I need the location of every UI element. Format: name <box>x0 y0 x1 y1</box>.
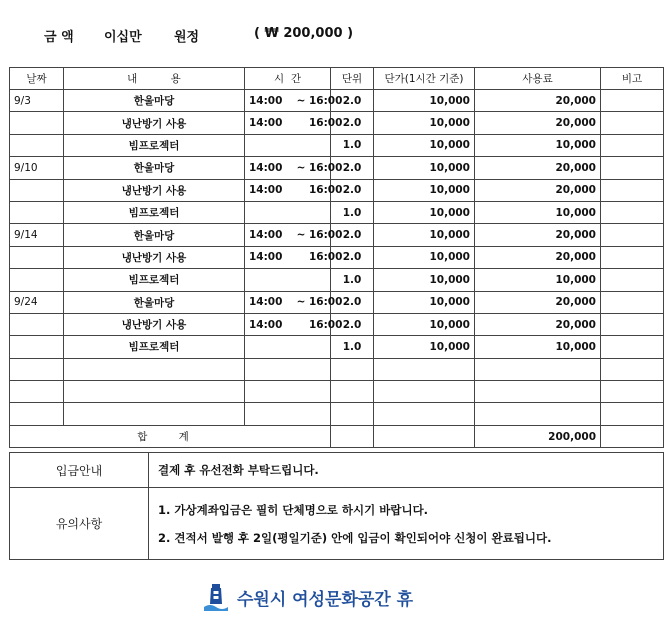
row-price: 10,000 <box>374 291 475 313</box>
row-price: 10,000 <box>374 224 475 246</box>
amount-figure: ( ₩ 200,000 ) <box>254 26 354 41</box>
caution-item: 2. 견적서 발행 후 2일(평일기준) 안에 입금이 확인되어야 신청이 완료됩니다. <box>158 530 552 545</box>
row-note <box>601 269 664 291</box>
table-row <box>10 269 664 291</box>
row-time <box>245 201 331 223</box>
row-time-end: 16:00 <box>309 161 343 174</box>
amount-label: 금 액 <box>44 30 74 45</box>
row-time-sep: ~ <box>296 296 306 309</box>
row-note <box>601 90 664 112</box>
row-fee: 20,000 <box>475 112 601 134</box>
row-date <box>10 403 64 425</box>
row-item: 한울마당 <box>64 224 245 246</box>
table-row <box>10 201 664 223</box>
row-price <box>374 358 475 380</box>
row-unit: 2.0 <box>331 291 374 313</box>
total-empty-note <box>601 425 664 447</box>
row-unit: 1.0 <box>331 134 374 156</box>
row-date <box>10 381 64 403</box>
row-time-sep: ~ <box>296 161 306 174</box>
row-item: 냉난방기 사용 <box>64 313 245 335</box>
row-note <box>601 381 664 403</box>
header-unit: 단위 <box>331 68 374 90</box>
row-price <box>374 381 475 403</box>
row-date <box>10 179 64 201</box>
row-fee: 20,000 <box>475 246 601 268</box>
row-item: 냉난방기 사용 <box>64 246 245 268</box>
org-name: 수원시 여성문화공간 휴 <box>237 589 414 610</box>
row-fee <box>475 358 601 380</box>
row-time-start: 14:00 <box>249 117 283 130</box>
row-unit <box>331 381 374 403</box>
row-item: 빔프로젝터 <box>64 201 245 223</box>
row-item: 한울마당 <box>64 157 245 179</box>
row-fee: 20,000 <box>475 313 601 335</box>
row-time <box>245 313 343 335</box>
row-fee: 20,000 <box>475 90 601 112</box>
row-fee: 10,000 <box>475 269 601 291</box>
row-time-start: 14:00 <box>249 184 283 197</box>
table-row <box>10 179 664 201</box>
row-item: 빔프로젝터 <box>64 134 245 156</box>
table-row <box>10 112 664 134</box>
row-item: 냉난방기 사용 <box>64 179 245 201</box>
row-item: 빔프로젝터 <box>64 336 245 358</box>
header-date: 날짜 <box>10 68 64 90</box>
row-fee: 20,000 <box>475 291 601 313</box>
row-time <box>245 134 331 156</box>
row-date: 9/14 <box>10 224 64 246</box>
total-empty-unit <box>331 425 374 447</box>
row-time <box>245 90 343 112</box>
row-time-end: 16:00 <box>309 94 343 107</box>
row-fee: 20,000 <box>475 179 601 201</box>
row-fee: 10,000 <box>475 336 601 358</box>
row-time <box>245 269 331 291</box>
table-header-row <box>10 68 664 90</box>
row-fee: 10,000 <box>475 201 601 223</box>
row-date: 9/10 <box>10 157 64 179</box>
row-fee: 10,000 <box>475 134 601 156</box>
row-time-end: 16:00 <box>309 251 343 264</box>
row-date: 9/3 <box>10 90 64 112</box>
row-unit: 2.0 <box>331 112 374 134</box>
row-time <box>245 291 343 313</box>
lighthouse-logo-icon <box>203 582 229 612</box>
total-row <box>10 425 664 447</box>
row-unit: 2.0 <box>331 313 374 335</box>
row-note <box>601 313 664 335</box>
row-note <box>601 134 664 156</box>
row-item: 한울마당 <box>64 291 245 313</box>
row-time-sep: ~ <box>296 94 306 107</box>
row-time-start: 14:00 <box>249 296 283 309</box>
row-time <box>245 157 343 179</box>
row-unit: 2.0 <box>331 157 374 179</box>
row-date <box>10 313 64 335</box>
row-date <box>10 358 64 380</box>
row-note <box>601 358 664 380</box>
row-time-end: 16:00 <box>309 318 343 331</box>
total-label: 합 계 <box>10 425 331 447</box>
caution-body <box>149 488 664 560</box>
header-time: 시 간 <box>245 68 331 90</box>
total-empty-price <box>374 425 475 447</box>
table-row <box>10 90 664 112</box>
row-item: 한울마당 <box>64 90 245 112</box>
row-time-start: 14:00 <box>249 318 283 331</box>
row-price <box>374 403 475 425</box>
table-row <box>10 246 664 268</box>
payment-row <box>10 453 664 488</box>
row-price: 10,000 <box>374 246 475 268</box>
row-note <box>601 112 664 134</box>
row-time <box>245 381 331 403</box>
row-time-end: 16:00 <box>309 296 343 309</box>
row-note <box>601 291 664 313</box>
table-row <box>10 157 664 179</box>
row-time <box>245 336 331 358</box>
row-date <box>10 336 64 358</box>
row-unit: 1.0 <box>331 201 374 223</box>
row-fee: 20,000 <box>475 157 601 179</box>
payment-label: 입금안내 <box>10 453 149 488</box>
row-note <box>601 201 664 223</box>
row-date <box>10 112 64 134</box>
row-fee <box>475 403 601 425</box>
row-note <box>601 403 664 425</box>
row-time <box>245 179 343 201</box>
total-value: 200,000 <box>475 425 601 447</box>
row-date <box>10 269 64 291</box>
row-time-start: 14:00 <box>249 94 283 107</box>
row-item: 빔프로젝터 <box>64 269 245 291</box>
caution-row <box>10 488 664 560</box>
row-date: 9/24 <box>10 291 64 313</box>
row-price: 10,000 <box>374 112 475 134</box>
table-row <box>10 291 664 313</box>
row-date <box>10 246 64 268</box>
row-time <box>245 224 343 246</box>
row-item <box>64 403 245 425</box>
row-price: 10,000 <box>374 134 475 156</box>
caution-label: 유의사항 <box>10 488 149 560</box>
usage-table-body <box>10 90 664 426</box>
row-unit: 2.0 <box>331 224 374 246</box>
row-note <box>601 224 664 246</box>
table-row <box>10 403 664 425</box>
row-note <box>601 179 664 201</box>
row-time <box>245 246 343 268</box>
row-time-start: 14:00 <box>249 229 283 242</box>
table-row <box>10 336 664 358</box>
amount-suffix: 원정 <box>174 30 200 45</box>
table-row <box>10 134 664 156</box>
row-time-end: 16:00 <box>309 229 343 242</box>
notes-table <box>9 452 664 560</box>
row-time-end: 16:00 <box>309 117 343 130</box>
table-row <box>10 313 664 335</box>
caution-item: 1. 가상계좌입금은 필히 단체명으로 하시기 바랍니다. <box>158 502 429 517</box>
row-note <box>601 157 664 179</box>
footer-logo <box>203 582 413 612</box>
row-time-start: 14:00 <box>249 161 283 174</box>
row-price: 10,000 <box>374 201 475 223</box>
row-unit <box>331 403 374 425</box>
row-unit: 1.0 <box>331 336 374 358</box>
row-time-end: 16:00 <box>309 184 343 197</box>
row-price: 10,000 <box>374 313 475 335</box>
row-time <box>245 358 331 380</box>
table-row <box>10 358 664 380</box>
row-price: 10,000 <box>374 269 475 291</box>
table-row <box>10 224 664 246</box>
row-unit: 2.0 <box>331 90 374 112</box>
row-price: 10,000 <box>374 336 475 358</box>
row-date <box>10 201 64 223</box>
header-content: 내 용 <box>64 68 245 90</box>
row-price: 10,000 <box>374 179 475 201</box>
amount-words: 이십만 <box>104 30 142 45</box>
row-price: 10,000 <box>374 157 475 179</box>
row-unit: 2.0 <box>331 179 374 201</box>
row-note <box>601 336 664 358</box>
header-fee: 사용료 <box>475 68 601 90</box>
row-unit <box>331 358 374 380</box>
header-note: 비고 <box>601 68 664 90</box>
payment-text: 결제 후 유선전화 부탁드립니다. <box>149 453 664 488</box>
row-item: 냉난방기 사용 <box>64 112 245 134</box>
row-time-start: 14:00 <box>249 251 283 264</box>
row-note <box>601 246 664 268</box>
header-price: 단가(1시간 기준) <box>374 68 475 90</box>
row-fee: 20,000 <box>475 224 601 246</box>
usage-table <box>9 67 664 448</box>
row-date <box>10 134 64 156</box>
row-time <box>245 403 331 425</box>
row-time <box>245 112 343 134</box>
row-fee <box>475 381 601 403</box>
row-unit: 1.0 <box>331 269 374 291</box>
row-unit: 2.0 <box>331 246 374 268</box>
table-row <box>10 381 664 403</box>
row-time-sep: ~ <box>296 229 306 242</box>
row-item <box>64 358 245 380</box>
row-item <box>64 381 245 403</box>
row-price: 10,000 <box>374 90 475 112</box>
